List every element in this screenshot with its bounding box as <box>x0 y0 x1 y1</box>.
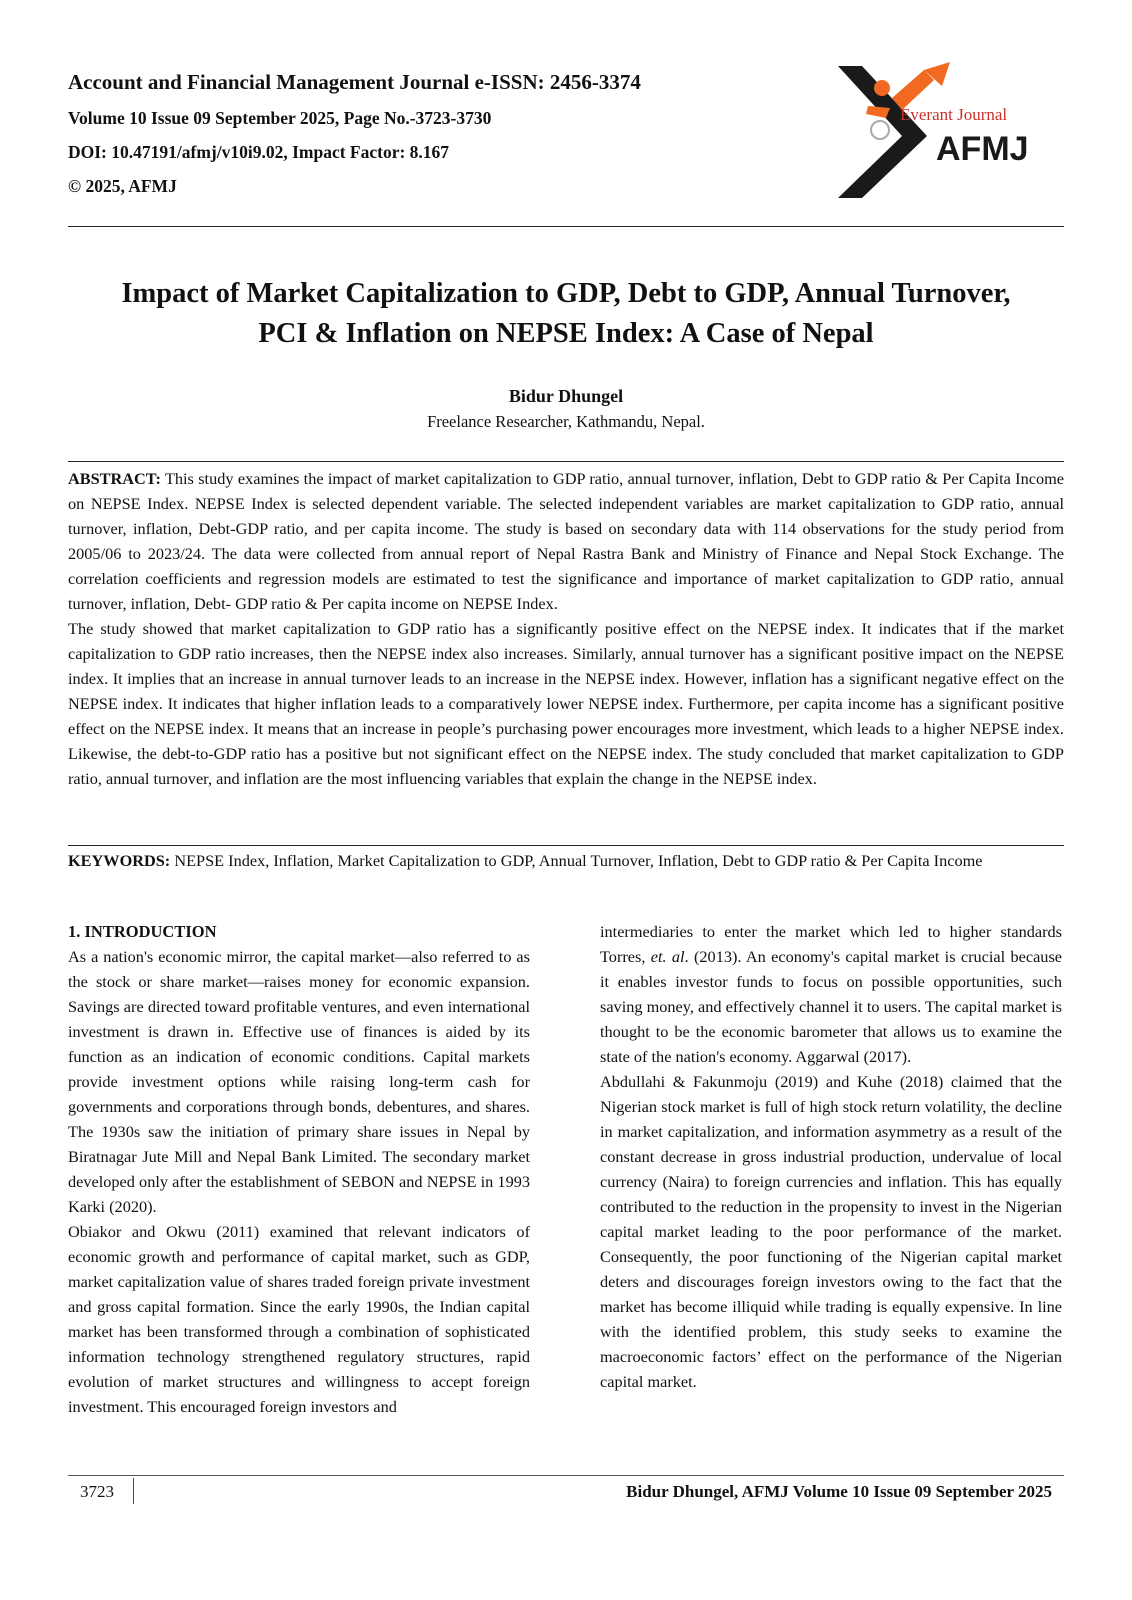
volume-info: Volume 10 Issue 09 September 2025, Page No.-3723-3730 <box>68 108 492 128</box>
left-column <box>68 919 530 1419</box>
intro-paragraph-1: As a nation's economic mirror, the capital market—also referred to as the stock or share market—raises money for economic expansion. Savings are directed toward profitable ventures, and even international investment is drawn in. Effective use of finances is aided by its function as an indication of economic conditions. Capital markets provide investment options while raising long-term cash for governments and corporations through bonds, debentures, and shares. The 1930s saw the initiation of primary share issues in Nepal by Biratnagar Jute Mill and Nepal Bank Limited. The secondary market developed only after the establishment of SEBON and NEPSE in 1993 Karki (2020). <box>68 947 530 1216</box>
intro-paragraph-2: Obiakor and Okwu (2011) examined that relevant indicators of economic growth and performance of capital market, such as GDP, market capitalization value of shares traded foreign private investment and gross capital formation. Since the early 1990s, the Indian capital market has been transformed through a combination of sophisticated information technology strengthened regulatory structures, rapid evolution of market structures and willingness to accept foreign investment. This encouraged foreign investors and <box>68 1222 530 1416</box>
title-line-1: Impact of Market Capitalization to GDP, Debt to GDP, Annual Turnover, <box>121 278 1011 309</box>
footer-separator <box>133 1478 134 1504</box>
abstract-rule <box>68 461 1064 462</box>
keywords-label: KEYWORDS: <box>68 851 171 870</box>
intro-paragraph-3-part-b: . (2013). An economy's capital market is crucial because it enables investor funds to focus on possible opportunities, such saving money, and effectively channel it to users. The capital market is thought to be the economic barometer that allows us to examine the state of the nation's economy. Aggarwal (2017). <box>600 947 1063 1066</box>
abstract-paragraph-1 <box>68 466 1064 616</box>
journal-header <box>68 68 768 208</box>
right-column <box>600 919 1062 1394</box>
journal-name: Account and Financial Management Journal e-ISSN: 2456-3374 <box>68 70 641 94</box>
author-affiliation: Freelance Researcher, Kathmandu, Nepal. <box>427 412 705 431</box>
keywords <box>68 848 1064 873</box>
doi-info: DOI: 10.47191/afmj/v10i9.02, Impact Factor: 8.167 <box>68 142 450 162</box>
abstract-text-1: This study examines the impact of market capitalization to GDP ratio, annual turnover, inflation, Debt to GDP ratio & Per Capita Income on NEPSE Index. NEPSE Index is selected dependent variable. The selected independent variables are market capitalization to GDP ratio, annual turnover, inflation, Debt-GDP ratio, and per capita income. The study is based on secondary data with 114 observations for the study period from 2005/06 to 2023/24. The data were collected from annual report of Nepal Rastra Bank and Ministry of Finance and Nepal Stock Exchange. The correlation coefficients and regression models are estimated to test the significance and importance of market capitalization to GDP ratio, annual turnover, inflation, Debt- GDP ratio & Per capita income on NEPSE Index. <box>68 469 1064 613</box>
section-heading-introduction: 1. INTRODUCTION <box>68 922 217 941</box>
footer-rule <box>68 1475 1064 1476</box>
article-title <box>68 274 1064 354</box>
intro-paragraph-3 <box>600 919 1062 1069</box>
header-rule <box>68 226 1064 227</box>
abstract-paragraph-2: The study showed that market capitalization to GDP ratio has a significantly positive effect on the NEPSE index. It indicates that if the market capitalization to GDP ratio increases, then the NEPSE index also increases. Similarly, annual turnover has a significant positive impact on the NEPSE index. It implies that an increase in annual turnover leads to an increase in the NEPSE index. However, inflation has a significant negative effect on the NEPSE index. It indicates that higher inflation leads to a comparatively lower NEPSE index. Furthermore, per capita income has a significant positive effect on the NEPSE index. It means that an increase in people’s purchasing power encourages more investment, which leads to a higher NEPSE index. Likewise, the debt-to-GDP ratio has a positive but not significant effect on the NEPSE index. The study concluded that market capitalization to GDP ratio, annual turnover, and inflation are the most influencing variables that explain the change in the NEPSE index. <box>68 619 1064 788</box>
abstract <box>68 466 1064 791</box>
intro-paragraph-3-part-a: intermediaries to enter the market which led to higher standards Torres, <box>600 922 1062 966</box>
keywords-rule <box>68 845 1064 846</box>
logo-publisher: Everant Journal <box>900 105 1008 124</box>
afmj-logo-icon <box>832 58 1052 208</box>
abstract-label: ABSTRACT: <box>68 469 161 488</box>
title-line-2: PCI & Inflation on NEPSE Index: A Case of Nepal <box>258 318 874 349</box>
intro-paragraph-4: Abdullahi & Fakunmoju (2019) and Kuhe (2018) claimed that the Nigerian stock market is full of high stock return volatility, the decline in market capitalization, and information asymmetry as a result of the constant decrease in gross industrial production, undervalue of local currency (Naira) to foreign currencies and inflation. This has equally contributed to the reduction in the propensity to invest in the Nigerian capital market leading to the poor performance of the market. Consequently, the poor functioning of the Nigerian capital market deters and discourages foreign investors owing to the fact that the market has become illiquid while trading is equally expensive. In line with the identified problem, this study seeks to examine the macroeconomic factors’ effect on the performance of the Nigerian capital market. <box>600 1072 1062 1391</box>
keywords-text: NEPSE Index, Inflation, Market Capitalization to GDP, Annual Turnover, Inflation, Debt to GDP ratio & Per Capita Income <box>174 851 983 870</box>
logo-mark: AFMJ <box>936 130 1029 168</box>
footer-citation: Bidur Dhungel, AFMJ Volume 10 Issue 09 September 2025 <box>626 1482 1052 1501</box>
page-number: 3723 <box>80 1482 114 1501</box>
copyright: © 2025, AFMJ <box>68 176 177 196</box>
author-name: Bidur Dhungel <box>508 386 624 406</box>
intro-paragraph-3-etal: et. al <box>650 947 685 966</box>
